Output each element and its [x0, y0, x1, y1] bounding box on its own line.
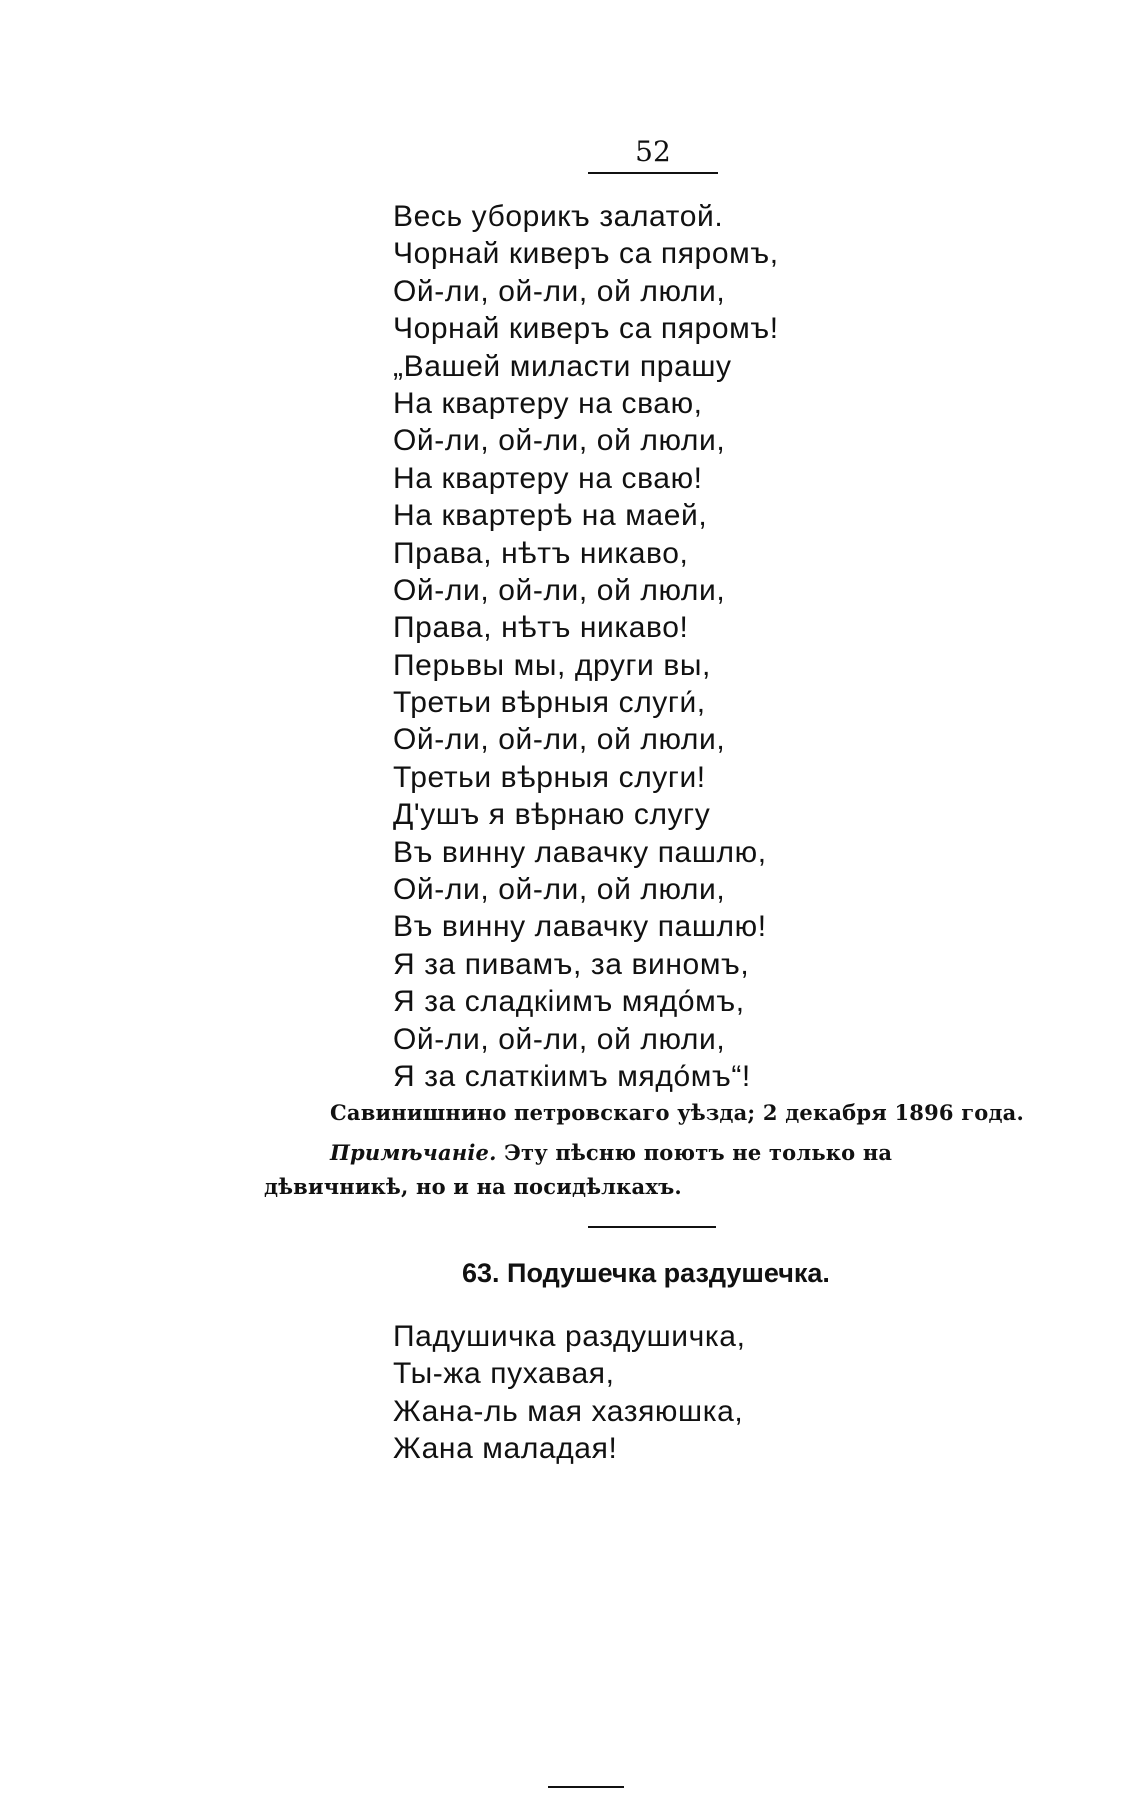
- note-text: Эту пѣсню поютъ не только на дѣвичникѣ, но и на посидѣлкахъ.: [264, 1140, 893, 1199]
- verse-line: На квартеру на сваю,: [393, 386, 703, 420]
- verse-line: Весь уборикъ залатой.: [393, 200, 724, 233]
- song-verse: [393, 1318, 746, 1468]
- song-title: 63. Подушечка раздушечка.: [462, 1258, 830, 1288]
- verse-line: Ой-ли, ой-ли, ой люли,: [393, 424, 726, 458]
- verse-line: Перьвы мы, други вы,: [393, 648, 711, 682]
- verse-line: Жана-ль мая хазяюшка,: [393, 1394, 744, 1428]
- verse-line: На квартерѣ на маей,: [393, 499, 708, 533]
- verse-line: Права, нѣтъ никаво!: [393, 611, 689, 645]
- verse-line: Ты-жа пухавая,: [393, 1357, 615, 1391]
- verse-line: Д'ушъ я вѣрнаю слугу: [393, 798, 711, 832]
- note-label: Примѣчаніе.: [330, 1140, 497, 1165]
- page-number-rule: [588, 172, 718, 174]
- song-source: Савинишнино петровскаго уѣзда; 2 декабря 1896 года.: [330, 1100, 1025, 1125]
- verse-line: „Вашей миласти прашу: [393, 349, 732, 383]
- verse-line: Чорнай киверъ са пяромъ,: [393, 237, 779, 271]
- verse-line: Права, нѣтъ никаво,: [393, 536, 689, 570]
- verse-line: Падушичка раздушичка,: [393, 1320, 746, 1353]
- verse-line: Ой-ли, ой-ли, ой люли,: [393, 1022, 726, 1056]
- verse-line: Въ винну лавачку пашлю!: [393, 910, 767, 944]
- verse-line: Чорнай киверъ са пяромъ!: [393, 312, 779, 346]
- verse-line: Я за слаткіимъ мядо́мъ“!: [393, 1059, 751, 1093]
- section-divider: [588, 1226, 716, 1228]
- verse-line: Ой-ли, ой-ли, ой люли,: [393, 723, 726, 757]
- verse-line: Третьи вѣрныя слуги!: [393, 760, 706, 794]
- verse-line: Жана маладая!: [393, 1432, 618, 1466]
- verse-line: Въ винну лавачку пашлю,: [393, 835, 767, 869]
- song-verse-continued: [393, 198, 779, 1095]
- page-number: 52: [635, 135, 671, 168]
- verse-line: Я за сладкіимъ мядо́мъ,: [393, 985, 745, 1019]
- bottom-rule: [548, 1786, 624, 1788]
- verse-line: Ой-ли, ой-ли, ой люли,: [393, 873, 726, 907]
- verse-line: На квартеру на сваю!: [393, 461, 703, 495]
- verse-line: Третьи вѣрныя слуги́,: [393, 686, 706, 720]
- verse-line: Я за пивамъ, за виномъ,: [393, 947, 750, 981]
- verse-line: Ой-ли, ой-ли, ой люли,: [393, 573, 726, 607]
- verse-line: Ой-ли, ой-ли, ой люли,: [393, 274, 726, 308]
- song-note: [264, 1136, 1044, 1204]
